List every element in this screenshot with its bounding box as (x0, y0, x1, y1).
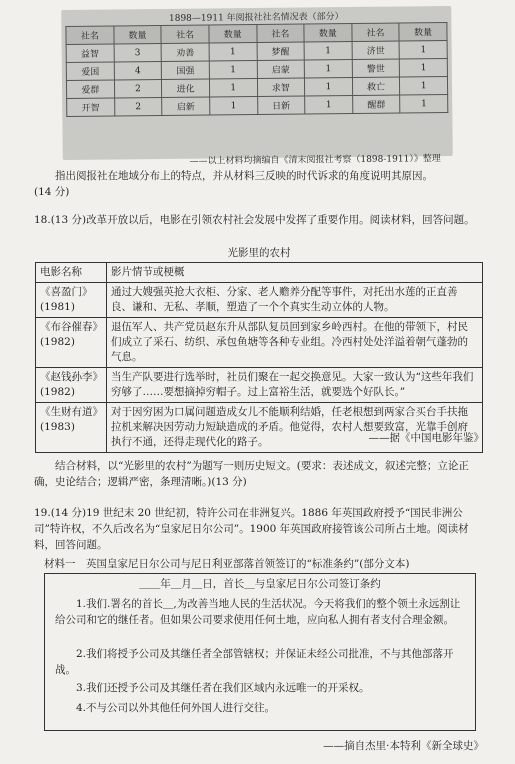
table-header: 数量 (209, 25, 257, 43)
table-header: 社名 (66, 26, 114, 44)
table-cell: 益智 (66, 44, 114, 62)
table-cell: 爱国 (66, 62, 114, 80)
q17-prompt: 指出阅报社在地域分布上的特点，并从材料三反映的时代诉求的角度说明其原因。 (55, 170, 433, 182)
table-cell: 3 (114, 43, 162, 61)
film-table-header: 影片情节或梗概 (107, 263, 483, 283)
table-cell: 1 (209, 61, 257, 79)
table-header: 数量 (304, 24, 352, 42)
table-cell: 1 (400, 59, 448, 77)
treaty-item: 2.我们将授予公司及其继任者全部管辖权；并保证未经公司批准，不与其他部落开战。 (55, 648, 454, 676)
table-row (67, 95, 448, 117)
treaty-item: 3.我们还授予公司及其继任者在我们区域内永远唯一的开采权。 (76, 682, 370, 694)
table-cell: 劝善 (161, 43, 209, 61)
table-row (36, 368, 483, 403)
table-cell: 开智 (67, 98, 115, 116)
table-cell: 1 (400, 77, 448, 95)
photo-table-title: 1898—1911 年阅报社社名情况表（部分） (168, 12, 344, 24)
treaty-item: 1.我们.署名的首长＿,为改善当地人民的生活状况。今天将我们的整个领土永远割让给公司和它的继任者。但如果公司要求使用任何土地，应向私人拥有者支付合理金额。 (55, 598, 461, 626)
q18-task: 结合材料，以“光影里的农村”为题写一则历史短文。(要求：表述成文，叙述完整；立论正确，史论结合；逻辑严密，条理清晰。)(13 分) (34, 460, 469, 488)
table-cell: 1 (210, 96, 258, 114)
film-table-header: 电影名称 (36, 263, 107, 283)
table-cell: 济世 (352, 41, 400, 59)
film-plot: 通过大嫂强英抢大衣柜、分家、老人赡养分配等事件，对托出水莲的正直善良、谦和、无私、孝顺，塑造了一个个真实生动立体的人物。 (107, 283, 483, 318)
table-cell: 1 (305, 78, 353, 96)
table-row (36, 318, 483, 368)
table-cell: 梦醒 (257, 42, 305, 60)
treaty-item: 4.不与公司以外其他任何外国人进行交往。 (76, 702, 276, 714)
table-cell: 启蒙 (257, 60, 305, 78)
q17-points: (14 分) (34, 186, 70, 198)
table-header: 社名 (352, 23, 400, 41)
table-cell: 爱群 (66, 80, 114, 98)
table-cell: 进化 (162, 79, 210, 97)
table-row (36, 283, 483, 318)
film-plot: 对于因穷困为口属问题造成女儿不能顺利结婚，任老根想到两家合买台手扶拖拉机来解决因劳动力短缺造成的矛盾。他觉得，农村人想要致富，光靠手创府执行不通，还得走现代化的路子。 (107, 403, 483, 453)
film-name: 《布谷催春》(1982) (36, 318, 107, 368)
film-name: 《赵钱孙李》(1982) (36, 368, 107, 403)
table-cell: 1 (305, 96, 353, 114)
film-plot: 当生产队要进行选举时，社员们聚在一起交换意见。大家一致认为“这些年我们穷够了……要想摘掉穷帽子。过上富裕生活，就要选个好队长。” (107, 368, 483, 403)
film-name: 《生财有道》(1983) (36, 403, 107, 453)
q18-source: ——据《中国电影年鉴》 (368, 432, 484, 444)
q18-table-title: 光影里的农村 (227, 247, 291, 259)
table-cell: 日新 (257, 96, 305, 114)
film-name: 《喜盈门》(1981) (36, 283, 107, 318)
table-cell: 救亡 (352, 77, 400, 95)
reading-society-table (65, 22, 448, 117)
table-cell: 1 (304, 60, 352, 78)
table-cell: 启新 (162, 97, 210, 115)
table-cell: 警世 (352, 59, 400, 77)
q18-intro: 18.(13 分)改革开放以后，电影在引领农村社会发展中发挥了重要作用。阅读材料，回答问题。 (34, 214, 475, 226)
treaty-box (44, 573, 476, 731)
table-cell: 醒群 (352, 95, 400, 113)
table-cell: 1 (209, 79, 257, 97)
table-cell: 4 (114, 61, 162, 79)
table-header: 数量 (114, 26, 162, 44)
film-plot: 退伍军人、共产党员赵东升从部队复员回到家乡岭西村。在他的带领下，村民们成立了采石、纺织、承包鱼塘等各种专业组。冷西村处处洋溢着朝气蓬勃的气息。 (107, 318, 483, 368)
photo-table-source: ——以上材料均摘编自《清末阅报社考察（1898-1911）》整理 (189, 154, 441, 167)
film-table-header-row (36, 263, 483, 283)
table-cell: 求智 (257, 78, 305, 96)
table-header: 社名 (256, 24, 304, 42)
q19-source: ——摘自杰里·本特利《新全球史》 (323, 740, 484, 752)
table-header: 社名 (161, 25, 209, 43)
table-cell: 1 (304, 42, 352, 60)
q19-intro: 19.(14 分)19 世纪末 20 世纪初，特许公司在非洲复兴。1886 年英国政府授予“国民非洲公司”特许权，不久后改名为“皇家尼日尔公司”。1900 年英国政府接管该公司所占土地。阅读材料，回答问题。 (34, 507, 469, 551)
table-cell: 2 (114, 97, 162, 115)
table-cell: 1 (399, 41, 447, 59)
treaty-heading: ＿＿年＿月＿日，首长＿与皇家尼日尔公司签订条约 (139, 578, 381, 590)
film-table (35, 262, 483, 453)
table-cell: 国强 (162, 61, 210, 79)
q19-material-label: 材料一 英国皇家尼日尔公司与尼日利亚部落首领签订的“标准条约”(部分文本) (44, 558, 410, 570)
table-cell: 1 (209, 43, 257, 61)
reading-society-table-photo (61, 6, 453, 167)
table-header: 数量 (399, 23, 447, 41)
table-cell: 1 (400, 95, 448, 113)
table-cell: 2 (114, 79, 162, 97)
